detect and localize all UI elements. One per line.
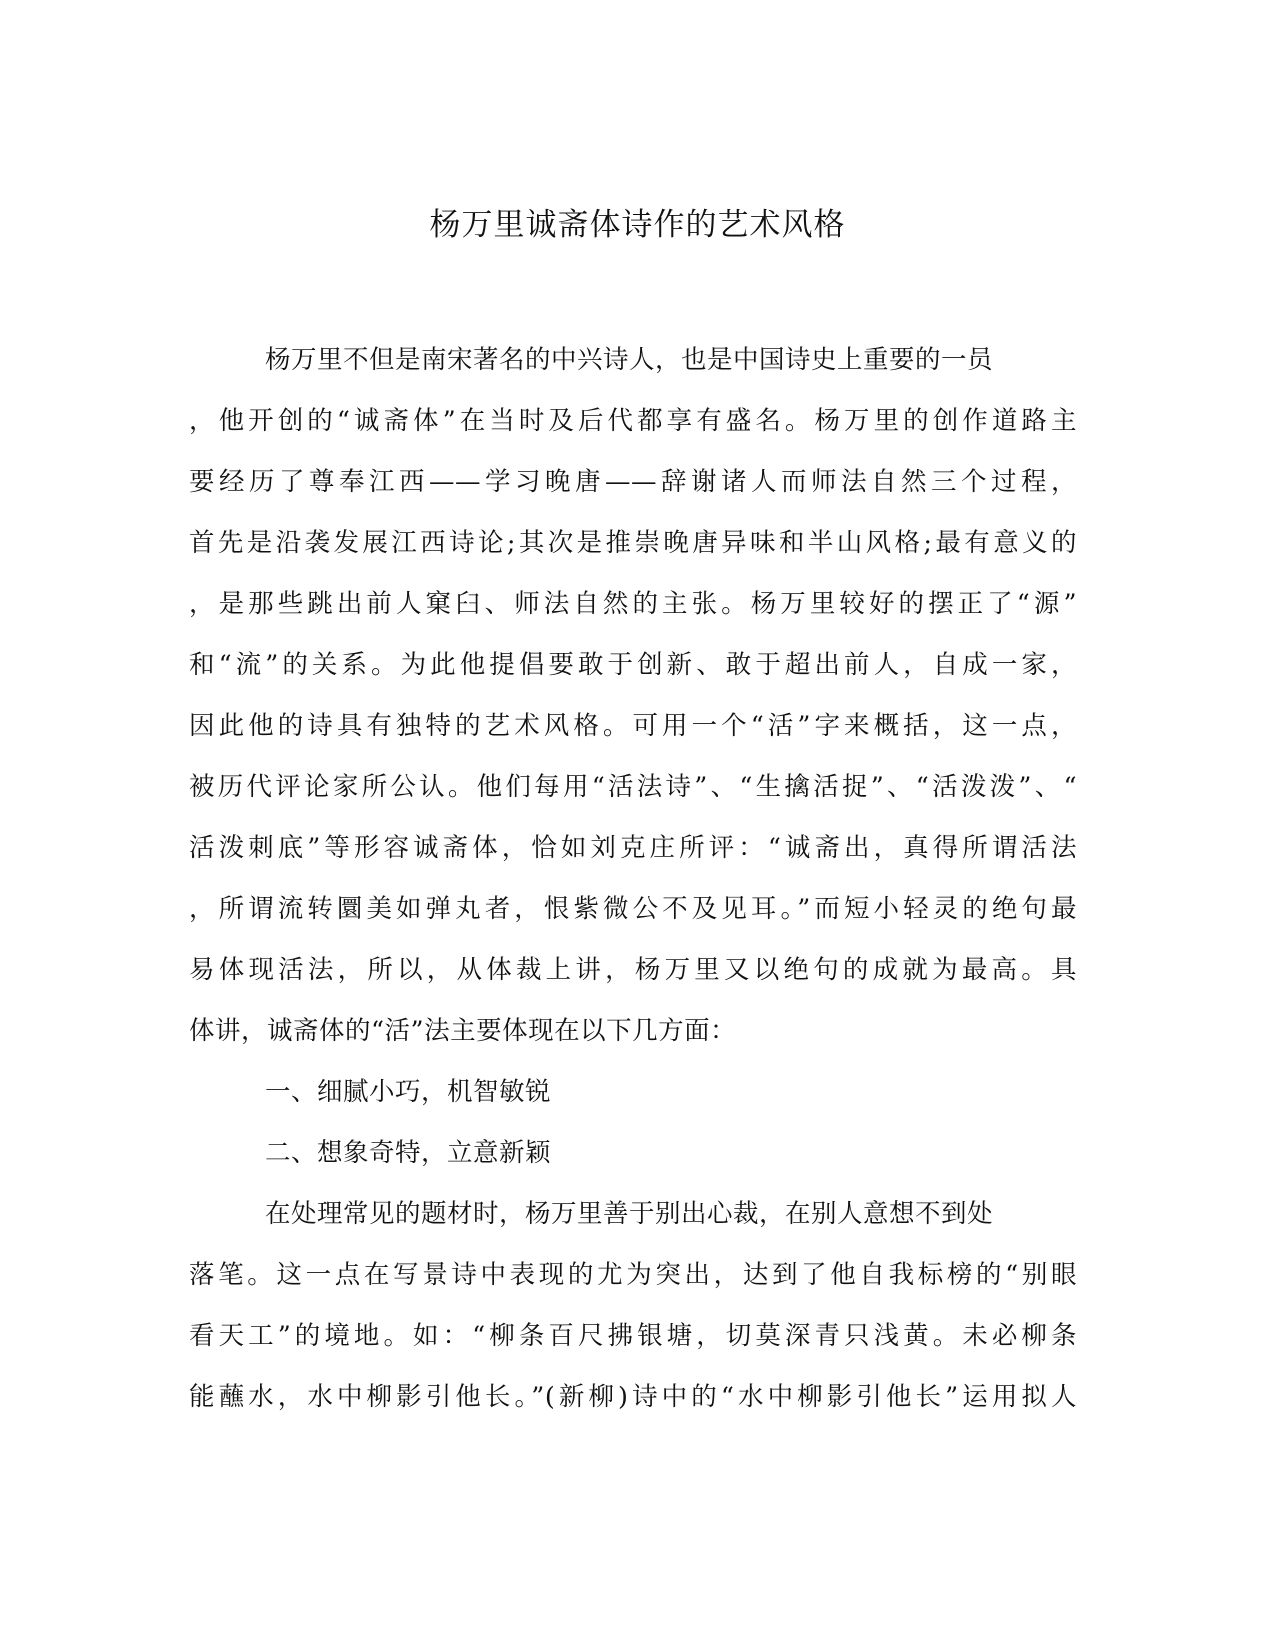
paragraph-line: 看天工”的境地。如：“柳条百尺拂银塘，切莫深青只浅黄。未必柳条 xyxy=(189,1321,1077,1351)
document-body xyxy=(189,330,1077,1428)
paragraph-line: 要经历了尊奉江西——学习晚唐——辞谢诸人而师法自然三个过程， xyxy=(189,467,1077,497)
paragraph-line: 易体现活法，所以，从体裁上讲，杨万里又以绝句的成就为最高。具 xyxy=(189,955,1077,985)
paragraph-line: 活泼刺底”等形容诚斋体，恰如刘克庄所评：“诚斋出，真得所谓活法 xyxy=(189,833,1077,863)
paragraph-line: 被历代评论家所公认。他们每用“活法诗”、“生擒活捉”、“活泼泼”、“ xyxy=(189,772,1077,802)
section-heading: 二、想象奇特，立意新颖 xyxy=(265,1138,552,1168)
section-heading: 一、细腻小巧，机智敏锐 xyxy=(265,1077,552,1107)
paragraph-line: 首先是沿袭发展江西诗论;其次是推崇晚唐异味和半山风格;最有意义的 xyxy=(189,528,1077,558)
document-title: 杨万里诚斋体诗作的艺术风格 xyxy=(429,207,846,243)
paragraph-line: 因此他的诗具有独特的艺术风格。可用一个“活”字来概括，这一点， xyxy=(189,711,1077,741)
paragraph-line: ，是那些跳出前人窠臼、师法自然的主张。杨万里较好的摆正了“源” xyxy=(189,589,1077,619)
paragraph-line: 能蘸水，水中柳影引他长。”(新柳)诗中的“水中柳影引他长”运用拟人 xyxy=(189,1382,1077,1412)
paragraph-line: 在处理常见的题材时，杨万里善于别出心裁，在别人意想不到处 xyxy=(265,1199,994,1229)
paragraph-line: 和“流”的关系。为此他提倡要敢于创新、敢于超出前人，自成一家， xyxy=(189,650,1077,680)
paragraph-line: ，所谓流转圜美如弹丸者，恨紫微公不及见耳。”而短小轻灵的绝句最 xyxy=(189,894,1077,924)
paragraph-line: 落笔。这一点在写景诗中表现的尤为突出，达到了他自我标榜的“别眼 xyxy=(189,1260,1077,1290)
paragraph-line: 杨万里不但是南宋著名的中兴诗人，也是中国诗史上重要的一员 xyxy=(265,345,994,375)
paragraph-line: 体讲，诚斋体的“活”法主要体现在以下几方面： xyxy=(189,1016,737,1046)
paragraph-line: ，他开创的“诚斋体”在当时及后代都享有盛名。杨万里的创作道路主 xyxy=(189,406,1077,436)
